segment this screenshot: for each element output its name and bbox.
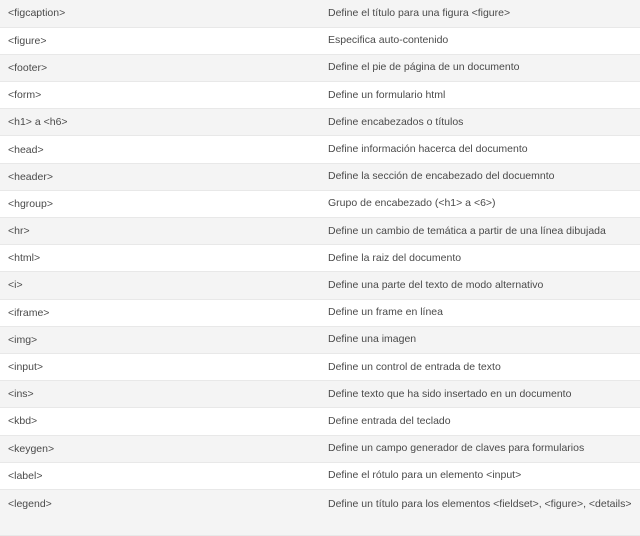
table-row (0, 218, 640, 245)
description-cell: Define texto que ha sido insertado en un documento (328, 387, 572, 400)
description-cell: Define el título para una figura <figure> (328, 6, 511, 19)
table-row (0, 435, 640, 462)
table-row (0, 190, 640, 217)
table-row (0, 326, 640, 353)
tag-cell: <head> (8, 143, 44, 156)
tag-cell: <figure> (8, 34, 47, 47)
description-cell: Define entrada del teclado (328, 414, 451, 427)
table-row (0, 0, 640, 27)
table-row (0, 381, 640, 408)
table-row (0, 109, 640, 136)
description-cell: Define la raiz del documento (328, 251, 462, 264)
tag-cell: <hgroup> (8, 197, 53, 210)
description-cell: Define un control de entrada de texto (328, 360, 501, 373)
description-cell: Especifica auto-contenido (328, 34, 449, 47)
table-row (0, 462, 640, 489)
table-row (0, 136, 640, 163)
description-cell: Define un cambio de temática a partir de una línea dibujada (328, 224, 606, 237)
tag-cell: <hr> (8, 225, 30, 238)
description-cell: Grupo de encabezado (<h1> a <6>) (328, 197, 496, 210)
tag-cell: <ins> (8, 388, 34, 401)
table-row (0, 245, 640, 272)
tag-cell: <i> (8, 279, 23, 292)
description-cell: Define la sección de encabezado del docuemnto (328, 170, 555, 183)
table-row (0, 353, 640, 380)
description-cell: Define un formulario html (328, 88, 446, 101)
tag-cell: <html> (8, 252, 41, 265)
description-cell: Define encabezados o títulos (328, 115, 464, 128)
table-row (0, 163, 640, 190)
description-cell: Define el pie de página de un documento (328, 61, 520, 74)
tag-cell: <kbd> (8, 415, 38, 428)
table-row (0, 489, 640, 535)
tag-cell: <input> (8, 361, 44, 374)
table-row (0, 54, 640, 81)
description-cell: Define información hacerca del documento (328, 143, 528, 156)
description-cell: Define el rótulo para un elemento <input> (328, 469, 522, 482)
table-row (0, 408, 640, 435)
table-row (0, 299, 640, 326)
tag-cell: <img> (8, 333, 38, 346)
tag-cell: <legend> (8, 497, 52, 510)
table-row (0, 27, 640, 54)
tag-cell: <header> (8, 170, 53, 183)
tag-cell: <label> (8, 469, 43, 482)
description-cell: Define una imagen (328, 333, 417, 346)
description-cell: Define un campo generador de claves para formularios (328, 442, 585, 455)
tag-cell: <figcaption> (8, 7, 66, 20)
description-cell: Define una parte del texto de modo alternativo (328, 278, 544, 291)
tag-cell: <h1> a <h6> (8, 116, 68, 129)
tag-cell: <form> (8, 89, 42, 102)
tag-cell: <iframe> (8, 306, 50, 319)
table-row (0, 272, 640, 299)
description-cell: Define un título para los elementos <fieldset>, <figure>, <details> (328, 497, 632, 510)
table-row (0, 82, 640, 109)
tag-cell: <keygen> (8, 442, 55, 455)
tag-cell: <footer> (8, 61, 48, 74)
description-cell: Define un frame en línea (328, 306, 443, 319)
